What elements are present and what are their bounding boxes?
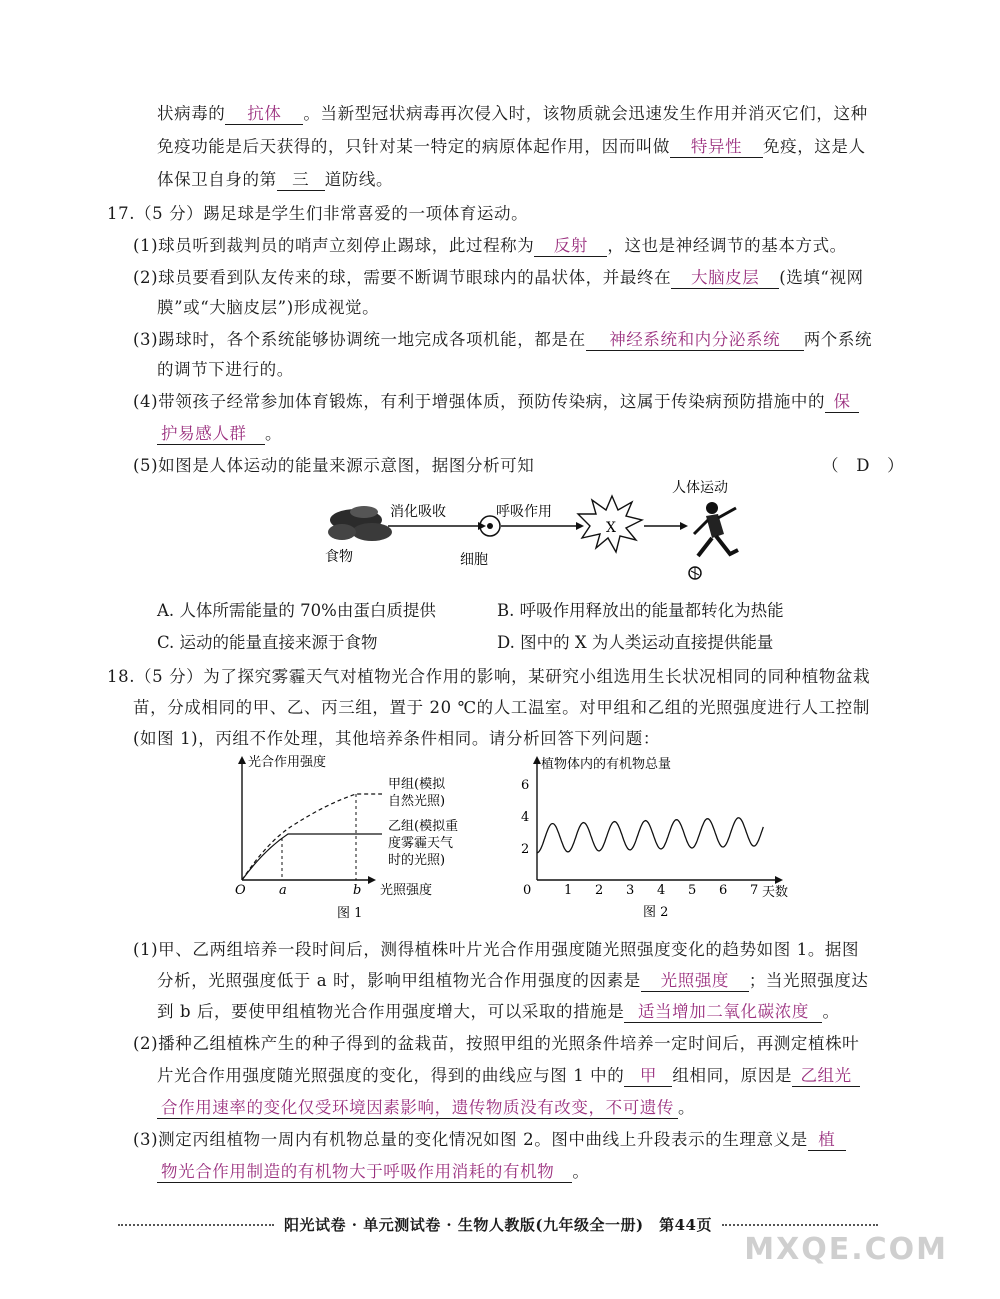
q17-part5: (5)如图是人体运动的能量来源示意图，据图分析可知: [133, 456, 535, 475]
q18-stem-line3: (如图 1)，丙组不作处理，其他培养条件相同。请分析回答下列问题：: [133, 729, 660, 748]
q18-part1-line2: [157, 967, 869, 992]
fig2-caption: 图 2: [643, 905, 669, 920]
watermark: MXQE.COM: [744, 1232, 948, 1267]
q18-stem-line1: 18.（5 分）为了探究雾霾天气对植物光合作用的影响，某研究小组选用生长状况相同的同种植物盆栽: [107, 667, 871, 686]
fig2-xlabel: 天数: [762, 885, 789, 900]
fig1-y-arrow: [238, 756, 246, 764]
fig2-xtick-label: 4: [657, 883, 666, 898]
answer-blank: 甲: [624, 1062, 672, 1087]
choice-c: C. 运动的能量直接来源于食物: [157, 633, 378, 652]
fig1-a-tick: a: [279, 883, 287, 898]
q18-part2-line3: [157, 1094, 695, 1119]
q17-part5-answer: （ D ）: [822, 456, 905, 475]
fig2-ytick-label: 6: [521, 778, 530, 793]
fig1-curve-yi: [242, 834, 382, 880]
energy-diagram: [320, 478, 750, 588]
text: ，这也是神经调节的基本方式。: [607, 236, 847, 255]
q18-stem-line2: 苗，分成相同的甲、乙、丙三组，置于 20 ℃的人工温室。对甲组和乙组的光照强度进行人工控制: [133, 698, 870, 717]
text: (4)带领孩子经常参加体育锻炼，有利于增强体质，预防传染病，这属于传染病预防措施中的: [133, 392, 826, 411]
q17-part3-line2: 的调节下进行的。: [157, 360, 294, 379]
fig2-curve: [537, 818, 763, 853]
answer-blank: 保: [825, 388, 859, 413]
text: 到 b 后，要使甲组植物光合作用强度增大，可以采取的措施是: [157, 1002, 625, 1021]
text: (选填“视网: [779, 268, 864, 287]
food-label: 食物: [325, 549, 353, 565]
answer-blank: 乙组光: [792, 1062, 860, 1087]
fig1-curve-jia: [242, 794, 382, 880]
figure-1: [222, 754, 492, 926]
choice-b: B. 呼吸作用释放出的能量都转化为热能: [497, 601, 784, 620]
fig1-caption: 图 1: [337, 906, 363, 921]
figure-2: [515, 756, 805, 926]
arrow-head-3: [680, 522, 688, 530]
fig2-xtick-label: 7: [750, 883, 759, 898]
q17-part1: [133, 232, 847, 257]
text: 组相同，原因是: [672, 1066, 793, 1085]
text: (1)球员听到裁判员的哨声立刻停止踢球，此过程称为: [133, 236, 535, 255]
answer-blank: 护易感人群: [157, 420, 265, 445]
text: 道防线。: [324, 170, 394, 189]
answer-blank: 特异性: [670, 133, 763, 158]
fig1-jia-label-1: 甲组(模拟: [388, 777, 446, 792]
fig1-jia-label-2: 自然光照): [388, 794, 446, 809]
fig2-ytick-label: 2: [521, 842, 530, 857]
answer-blank: 物光合作用制造的有机物大于呼吸作用消耗的有机物: [157, 1158, 572, 1183]
q17-part4: [133, 388, 859, 413]
fig2-ylabel: 植物体内的有机物总量: [541, 757, 672, 772]
text: 。: [572, 1162, 590, 1181]
fig1-b-tick: b: [353, 883, 362, 898]
q16-line3: [157, 166, 393, 191]
arrow-head-1: [478, 522, 486, 530]
q18-part2-line2: [157, 1062, 860, 1087]
food-icon: [328, 506, 392, 541]
text: 。: [822, 1002, 840, 1021]
text: 两个系统: [803, 330, 873, 349]
text: (3)踢球时，各个系统能够协调统一地完成各项机能，都是在: [133, 330, 586, 349]
answer-blank: 反射: [534, 232, 607, 257]
fig2-ytick-group: [521, 778, 529, 857]
footer-dots-right: [722, 1224, 878, 1226]
text: 免疫，这是人: [763, 137, 866, 156]
q18-part1-line1: (1)甲、乙两组培养一段时间后，测得植株叶片光合作用强度随光照强度变化的趋势如图 1。据图: [133, 940, 860, 959]
text: (3)测定丙组植物一周内有机物总量的变化情况如图 2。图中曲线上升段表示的生理意义是: [133, 1130, 808, 1149]
choice-a: A. 人体所需能量的 70%由蛋白质提供: [157, 601, 436, 620]
fig1-yi-label-1: 乙组(模拟重: [388, 819, 459, 834]
fig1-yi-label-2: 度雾霾天气: [388, 836, 454, 851]
text: 免疫功能是后天获得的，只针对某一特定的病原体起作用，因而叫做: [157, 137, 670, 156]
text: 分析，光照强度低于 a 时，影响甲组植物光合作用强度的因素是: [157, 971, 641, 990]
fig2-xtick-label: 3: [626, 883, 635, 898]
text: (2)球员要看到队友传来的球，需要不断调节眼球内的晶状体，并最终在: [133, 268, 672, 287]
cell-label: 细胞: [460, 552, 488, 568]
q16-line2: [157, 133, 866, 158]
q16-line1: [157, 100, 868, 125]
text: 体保卫自身的第: [157, 170, 277, 189]
fig1-ylabel: 光合作用强度: [248, 755, 327, 770]
digest-label: 消化吸收: [390, 504, 446, 520]
fig2-xtick-label: 1: [564, 883, 573, 898]
text: 。: [265, 424, 283, 443]
footer-dots-left: [118, 1224, 274, 1226]
fig1-origin: O: [235, 883, 246, 898]
footer-text: 阳光试卷 · 单元测试卷 · 生物人教版(九年级全一册) 第44页: [284, 1215, 712, 1234]
text: 状病毒的: [157, 104, 226, 123]
answer-blank: 抗体: [225, 100, 303, 125]
answer-blank: 植: [808, 1126, 846, 1151]
fig2-xtick-group: [564, 883, 758, 898]
fig2-xtick-label: 6: [719, 883, 728, 898]
q17-part2: [133, 264, 864, 289]
q18-part2-line1: (2)播种乙组植株产生的种子得到的盆栽苗，按照甲组的光照条件培养一定时间后，再测定植株叶: [133, 1034, 860, 1053]
text: 。: [678, 1098, 696, 1117]
text: 片光合作用强度随光照强度的变化，得到的曲线应与图 1 中的: [157, 1066, 625, 1085]
choice-d: D. 图中的 X 为人类运动直接提供能量: [497, 633, 774, 652]
answer-blank: 神经系统和内分泌系统: [586, 326, 804, 351]
answer-blank: 合作用速率的变化仅受环境因素影响，遗传物质没有改变，不可遗传: [157, 1094, 678, 1119]
fig2-origin: 0: [523, 883, 532, 898]
fig2-xtick-label: 5: [688, 883, 697, 898]
text: ；当光照强度达: [748, 971, 869, 990]
x-label: X: [606, 520, 616, 536]
soccer-player-icon: [689, 502, 738, 579]
q17-part4-line2: [157, 420, 282, 445]
answer-blank: 适当增加二氧化碳浓度: [624, 998, 822, 1023]
fig1-xlabel: 光照强度: [380, 883, 433, 898]
text: 。当新型冠状病毒再次侵入时，该物质就会迅速发生作用并消灭它们，这种: [303, 104, 868, 123]
fig2-ytick-label: 4: [521, 810, 530, 825]
motion-label: 人体运动: [672, 480, 728, 496]
q17-part2-line2: 膜”或“大脑皮层”)形成视觉。: [157, 298, 380, 317]
fig2-y-arrow: [533, 756, 541, 764]
resp-label: 呼吸作用: [496, 504, 552, 520]
fig1-x-arrow: [368, 876, 376, 884]
fig2-x-arrow: [775, 876, 783, 884]
answer-blank: 大脑皮层: [671, 264, 779, 289]
q18-part1-line3: [157, 998, 840, 1023]
q17-part3: [133, 326, 872, 351]
fig1-yi-label-3: 时的光照): [388, 853, 446, 868]
fig2-xtick-label: 2: [595, 883, 604, 898]
answer-blank: 三: [277, 166, 325, 191]
arrow-head-2: [576, 522, 584, 530]
q18-part3-line1: [133, 1126, 846, 1151]
q17-stem: 17.（5 分）踢足球是学生们非常喜爱的一项体育运动。: [107, 204, 529, 223]
answer-blank: 光照强度: [641, 967, 749, 992]
q18-part3-line2: [157, 1158, 589, 1183]
